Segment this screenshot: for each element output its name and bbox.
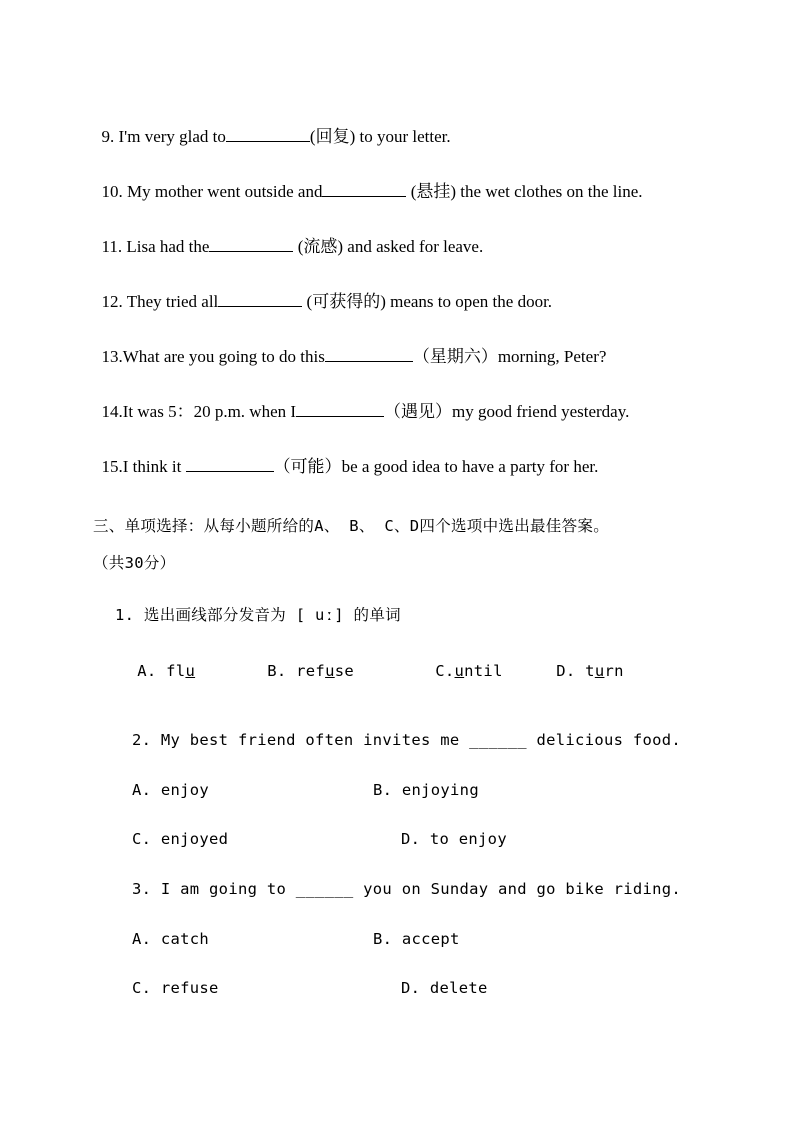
fill-item-text: 9. I'm very glad to	[101, 127, 226, 146]
question-3-option-a[interactable]: A. catch	[132, 930, 210, 948]
question-1-option-c[interactable]: C.until	[435, 662, 503, 680]
fill-item-13	[93, 322, 606, 367]
question-1-option-d[interactable]: D. turn	[556, 662, 624, 680]
fill-item-12	[93, 267, 552, 312]
fill-item-9	[93, 102, 451, 147]
chinese-hint: （可能）	[273, 457, 342, 476]
answer-blank[interactable]	[218, 292, 302, 307]
fill-item-text: 13.What are you going to do this	[101, 347, 325, 366]
answer-blank[interactable]	[186, 457, 274, 472]
fill-item-text: my good friend yesterday.	[452, 402, 630, 421]
answer-blank[interactable]	[322, 182, 406, 197]
answer-blank[interactable]	[226, 127, 310, 142]
chinese-hint: (流感)	[293, 237, 344, 256]
chinese-hint: (悬挂)	[406, 182, 457, 201]
section-heading: 三、单项选择：从每小题所给的A、 B、 C、D四个选项中选出最佳答案。	[93, 517, 609, 535]
fill-item-text: 14.It was 5：20 p.m. when I	[101, 402, 297, 421]
question-3-option-d[interactable]: D. delete	[401, 979, 488, 997]
question-2-option-d[interactable]: D. to enjoy	[401, 830, 507, 848]
fill-item-text: to your letter.	[355, 127, 451, 146]
question-3-option-c[interactable]: C. refuse	[132, 979, 219, 997]
chinese-hint: (回复)	[309, 127, 356, 146]
fill-item-14	[93, 377, 629, 422]
question-1-stem: 1. 选出画线部分发音为 [ uː] 的单词	[115, 606, 401, 624]
fill-item-text: 11. Lisa had the	[101, 237, 210, 256]
fill-item-10	[93, 157, 643, 202]
fill-item-text: be a good idea to have a party for her.	[341, 457, 599, 476]
fill-item-15	[93, 432, 598, 477]
question-3-stem: 3. I am going to ______ you on Sunday and go bike riding.	[132, 880, 682, 898]
chinese-hint: （遇见）	[384, 402, 453, 421]
underlined-letter: u	[185, 662, 196, 680]
fill-item-text: 12. They tried all	[101, 292, 219, 311]
question-3-option-b[interactable]: B. accept	[373, 930, 460, 948]
underlined-letter: u	[454, 662, 465, 680]
fill-item-11	[93, 212, 483, 257]
chinese-hint: （星期六）	[412, 347, 498, 366]
fill-item-text: 15.I think it	[101, 457, 186, 476]
question-2-option-a[interactable]: A. enjoy	[132, 781, 210, 799]
fill-item-text: morning, Peter?	[497, 347, 607, 366]
answer-blank[interactable]	[209, 237, 293, 252]
question-1-option-b[interactable]: B. refuse	[267, 662, 354, 680]
answer-blank[interactable]	[296, 402, 384, 417]
question-1-option-a[interactable]: A. flu	[137, 662, 196, 680]
question-2-stem: 2. My best friend often invites me ______ delicious food.	[132, 731, 682, 749]
underlined-letter: u	[325, 662, 335, 680]
answer-blank[interactable]	[325, 347, 413, 362]
fill-item-text: the wet clothes on the line.	[456, 182, 643, 201]
section-heading-score: （共30分）	[93, 554, 176, 572]
question-2-option-b[interactable]: B. enjoying	[373, 781, 479, 799]
underlined-letter: u	[594, 662, 605, 680]
fill-item-text: means to open the door.	[385, 292, 553, 311]
question-2-option-c[interactable]: C. enjoyed	[132, 830, 229, 848]
fill-item-text: 10. My mother went outside and	[101, 182, 323, 201]
fill-item-text: and asked for leave.	[343, 237, 484, 256]
chinese-hint: (可获得的)	[302, 292, 386, 311]
